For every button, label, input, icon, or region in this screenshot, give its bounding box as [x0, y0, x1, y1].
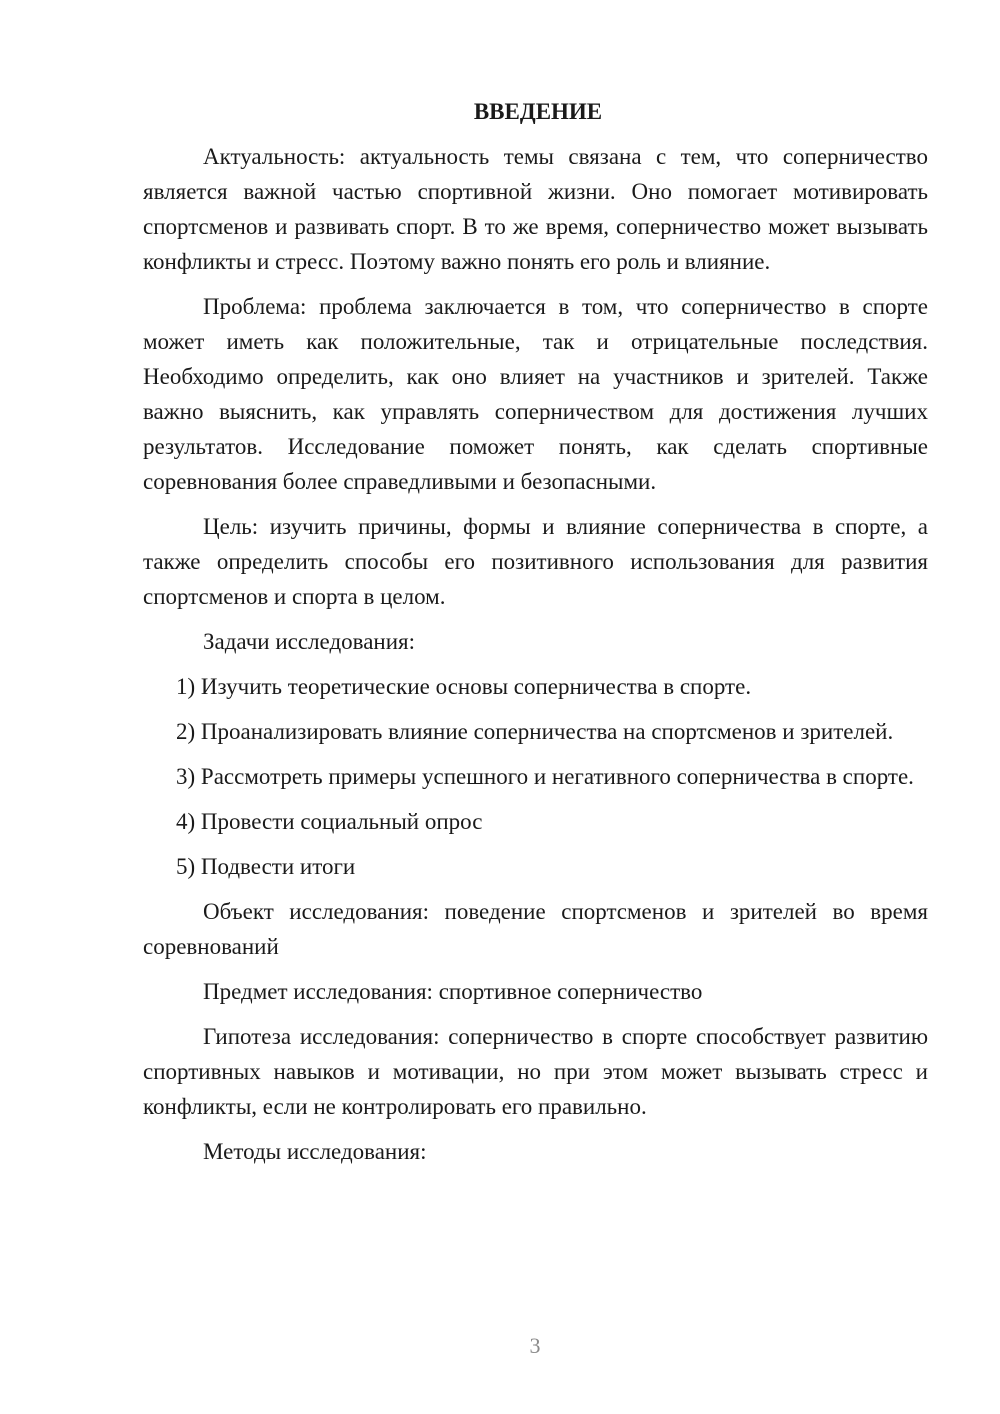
hypothesis-paragraph: Гипотеза исследования: соперничество в спорте способствует развитию спортивных навыков и мотивации, но при этом может вызывать стресс и конфликты, если не контролировать его правильно. — [143, 1024, 928, 1119]
object-paragraph: Объект исследования: поведение спортсменов и зрителей во время соревнований — [143, 899, 928, 959]
task-item-1: 1) Изучить теоретические основы соперничества в спорте. — [176, 674, 752, 699]
problem-paragraph: Проблема: проблема заключается в том, что соперничество в спорте может иметь как положительные, так и отрицательные последствия. Необходимо определить, как оно влияет на участников и зрителей. Также важно выяснить, как управлять соперничеством для достижения лучших результатов. Исследование поможет понять, как сделать спортивные соревнования более справедливыми и безопасными. — [143, 294, 928, 494]
subject-paragraph: Предмет исследования: спортивное соперничество — [203, 979, 703, 1004]
task-item-5: 5) Подвести итоги — [176, 854, 356, 879]
task-item-4: 4) Провести социальный опрос — [176, 809, 483, 834]
methods-heading: Методы исследования: — [203, 1139, 427, 1164]
page-content — [143, 94, 928, 1179]
section-title: ВВЕДЕНИЕ — [473, 99, 603, 124]
relevance-paragraph: Актуальность: актуальность темы связана с тем, что соперничество является важной частью спортивной жизни. Оно помогает мотивировать спортсменов и развивать спорт. В то же время, соперничество может вызывать конфликты и стресс. Поэтому важно понять его роль и влияние. — [143, 144, 928, 274]
tasks-heading: Задачи исследования: — [203, 629, 416, 654]
task-item-2: 2) Проанализировать влияние соперничества на спортсменов и зрителей. — [176, 719, 894, 744]
task-item-3: 3) Рассмотреть примеры успешного и негативного соперничества в спорте. — [176, 764, 914, 789]
goal-paragraph: Цель: изучить причины, формы и влияние соперничества в спорте, а также определить способы его позитивного использования для развития спортсменов и спорта в целом. — [143, 514, 928, 609]
page-number: 3 — [529, 1333, 541, 1358]
